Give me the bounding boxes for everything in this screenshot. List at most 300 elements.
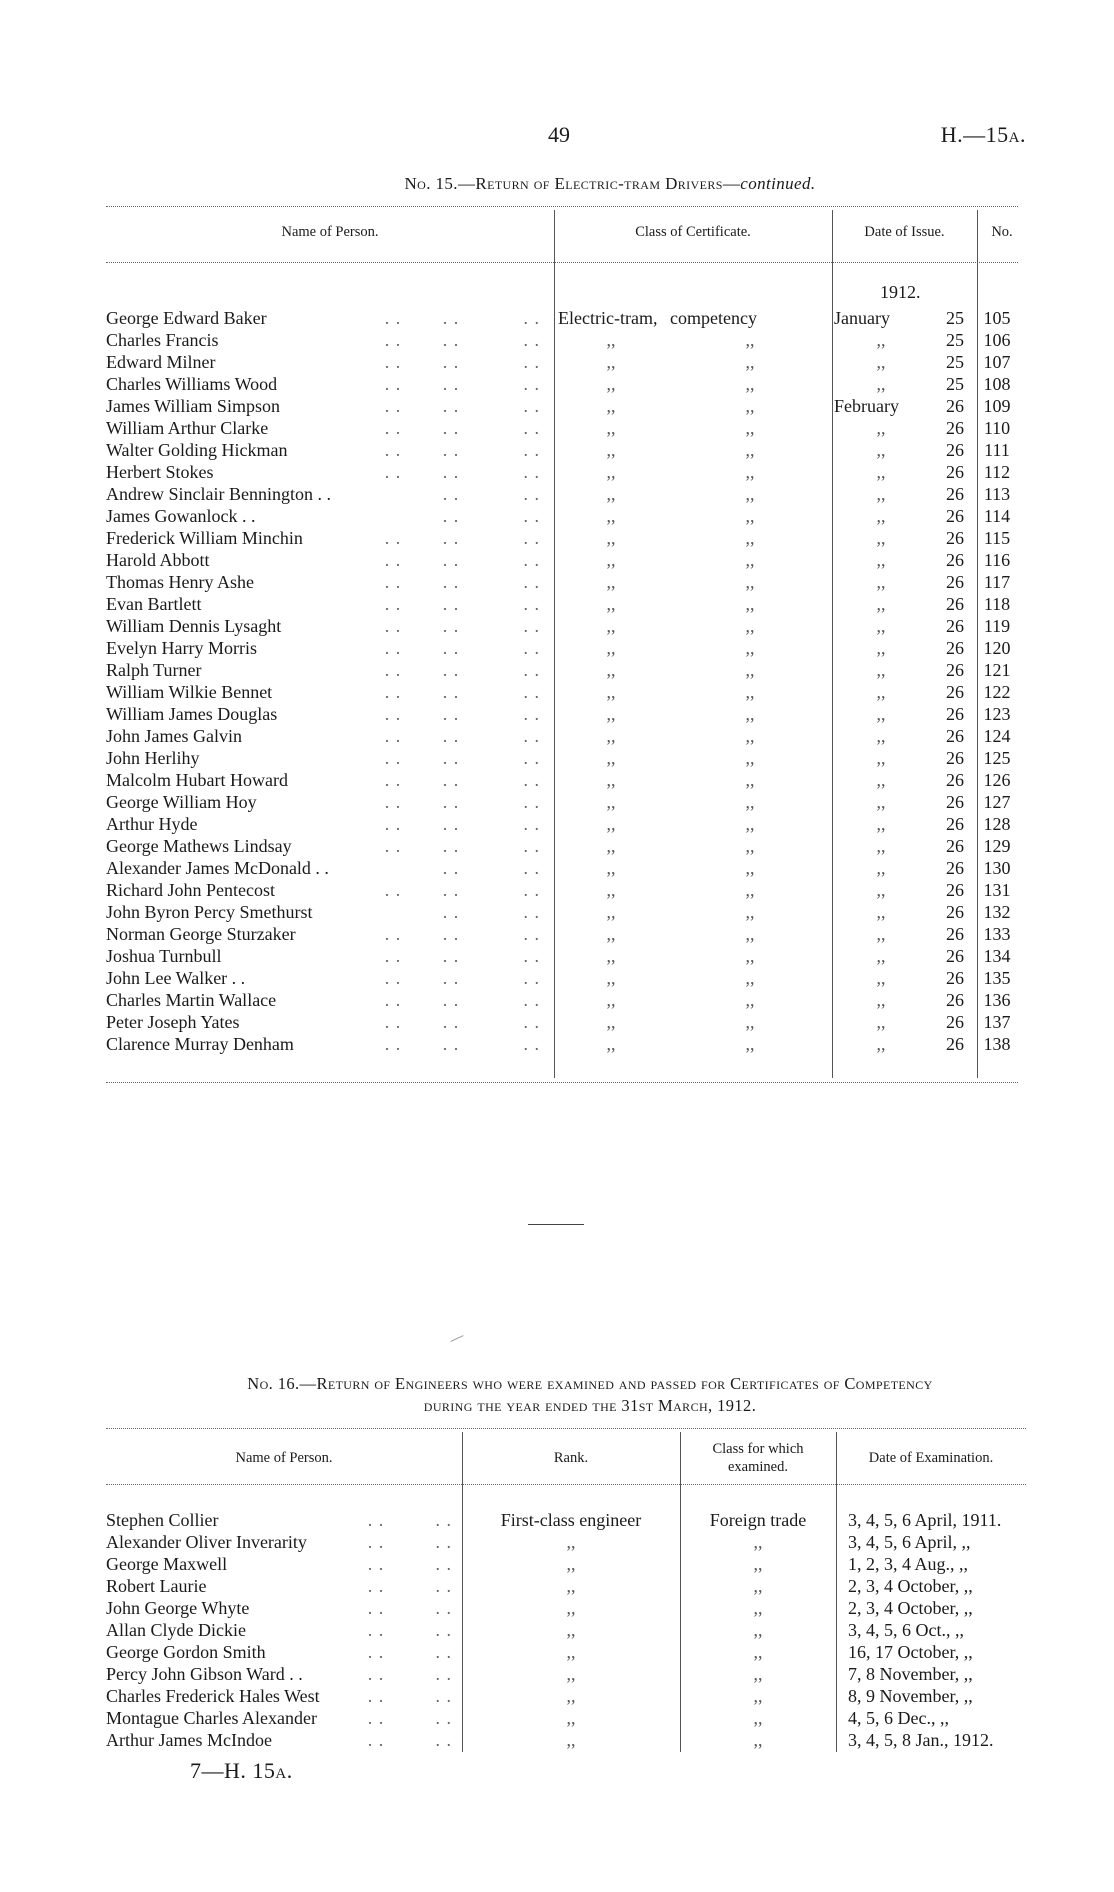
certificate-number: 112 (983, 462, 1011, 482)
leader-dots: . . (442, 550, 460, 570)
table-row (106, 614, 1022, 636)
certificate-class: ,, (606, 352, 616, 372)
leader-dots: . . (523, 704, 540, 724)
certificate-number: 134 (983, 946, 1011, 966)
certificate-grade: ,, (745, 660, 755, 680)
leader-dots: . . (384, 946, 402, 966)
certificate-class: ,, (606, 506, 616, 526)
table-row (106, 372, 1022, 394)
certificate-number: 136 (983, 990, 1011, 1010)
table16-col-name: Name of Person. (235, 1450, 333, 1466)
leader-dots: . . (442, 902, 460, 922)
issue-month: ,, (876, 792, 886, 812)
leader-dots: . . (523, 616, 540, 636)
leader-dots: . . (384, 308, 402, 328)
issue-day: 26 (946, 616, 964, 636)
certificate-grade: ,, (745, 572, 755, 592)
certificate-number: 110 (983, 418, 1011, 438)
table-row (106, 988, 1022, 1010)
leader-dots: . . (523, 836, 540, 856)
certificate-number: 107 (983, 352, 1011, 372)
leader-dots: . . (367, 1708, 385, 1728)
engineer-name: Arthur James McIndoe (106, 1730, 272, 1750)
table-row (106, 570, 1022, 592)
issue-month: January (834, 308, 890, 328)
leader-dots: . . (384, 792, 402, 812)
table-row (106, 1508, 1028, 1530)
driver-name: James William Simpson (106, 396, 280, 416)
driver-name: George William Hoy (106, 792, 257, 812)
leader-dots: . . (523, 946, 540, 966)
table-row (106, 1574, 1028, 1596)
leader-dots: . . (384, 748, 402, 768)
leader-dots: . . (442, 770, 460, 790)
table-row (106, 878, 1022, 900)
table-row (106, 680, 1022, 702)
leader-dots: . . (384, 836, 402, 856)
leader-dots: . . (523, 726, 540, 746)
issue-day: 26 (946, 682, 964, 702)
leader-dots: . . (523, 682, 540, 702)
table-row (106, 768, 1022, 790)
leader-dots: . . (523, 1034, 540, 1054)
certificate-class: ,, (606, 660, 616, 680)
leader-dots: . . (442, 946, 460, 966)
certificate-grade: ,, (745, 858, 755, 878)
issue-day: 26 (946, 946, 964, 966)
leader-dots: . . (442, 374, 460, 394)
driver-name: Walter Golding Hickman (106, 440, 288, 460)
certificate-grade: competency (670, 308, 757, 328)
issue-month: ,, (876, 704, 886, 724)
engineer-name: George Gordon Smith (106, 1642, 266, 1662)
issue-day: 26 (946, 770, 964, 790)
certificate-grade: ,, (745, 726, 755, 746)
table-row (106, 636, 1022, 658)
leader-dots: . . (435, 1576, 452, 1596)
leader-dots: . . (367, 1620, 385, 1640)
issue-day: 26 (946, 968, 964, 988)
leader-dots: . . (384, 924, 402, 944)
leader-dots (364, 482, 422, 504)
driver-name: Alexander James McDonald . . (106, 858, 329, 878)
table-row (106, 790, 1022, 812)
certificate-grade: ,, (745, 1034, 755, 1054)
leader-dots: . . (442, 440, 460, 460)
driver-name: Norman George Sturzaker (106, 924, 296, 944)
certificate-grade: ,, (745, 1012, 755, 1032)
issue-month: ,, (876, 1012, 886, 1032)
table15-title-main: No. 15.—Return of Electric-tram Drivers— (404, 174, 741, 193)
engineer-rank: First-class engineer (500, 1510, 642, 1530)
certificate-class: ,, (606, 682, 616, 702)
table16-header-rule (106, 1484, 1026, 1485)
table-row (106, 350, 1022, 372)
leader-dots: . . (435, 1708, 452, 1728)
exam-class: ,, (753, 1708, 763, 1728)
certificate-class: ,, (606, 924, 616, 944)
exam-date: 4, 5, 6 Dec., ,, (848, 1708, 949, 1728)
certificate-grade: ,, (745, 814, 755, 834)
table16-col-date: Date of Examination. (868, 1450, 994, 1466)
leader-dots: . . (384, 396, 402, 416)
certificate-class: ,, (606, 1012, 616, 1032)
table-row (106, 1596, 1028, 1618)
leader-dots: . . (442, 660, 460, 680)
certificate-grade: ,, (745, 770, 755, 790)
certificate-grade: ,, (745, 990, 755, 1010)
table16-title-line2: during the year ended the 31st March, 1912. (423, 1396, 757, 1415)
issue-day: 26 (946, 748, 964, 768)
issue-month: ,, (876, 616, 886, 636)
certificate-grade: ,, (745, 550, 755, 570)
certificate-grade: ,, (745, 682, 755, 702)
table-row (106, 834, 1022, 856)
leader-dots: . . (384, 770, 402, 790)
driver-name: John Byron Percy Smethurst (106, 902, 313, 922)
certificate-grade: ,, (745, 836, 755, 856)
engineer-name: Charles Frederick Hales West (106, 1686, 320, 1706)
leader-dots (364, 856, 422, 878)
certificate-grade: ,, (745, 418, 755, 438)
leader-dots: . . (384, 704, 402, 724)
leader-dots: . . (523, 1012, 540, 1032)
leader-dots: . . (384, 682, 402, 702)
certificate-number: 116 (983, 550, 1011, 570)
leader-dots: . . (384, 968, 402, 988)
leader-dots: . . (523, 308, 540, 328)
certificate-class: ,, (606, 396, 616, 416)
leader-dots: . . (523, 418, 540, 438)
table15-col-name: Name of Person. (281, 224, 379, 240)
leader-dots: . . (523, 858, 540, 878)
certificate-grade: ,, (745, 352, 755, 372)
leader-dots: . . (435, 1554, 452, 1574)
certificate-class: ,, (606, 550, 616, 570)
leader-dots: . . (384, 638, 402, 658)
certificate-class: ,, (606, 616, 616, 636)
table-row (106, 1010, 1022, 1032)
table15-col-date: Date of Issue. (864, 224, 945, 240)
issue-month: ,, (876, 836, 886, 856)
issue-month: ,, (876, 330, 886, 350)
exam-class: ,, (753, 1576, 763, 1596)
certificate-grade: ,, (745, 748, 755, 768)
certificate-class: ,, (606, 330, 616, 350)
issue-month: ,, (876, 770, 886, 790)
table16-col-rank: Rank. (553, 1450, 589, 1466)
driver-name: Thomas Henry Ashe (106, 572, 254, 592)
table15-year: 1912. (880, 282, 921, 302)
table-row (106, 504, 1022, 526)
leader-dots: . . (523, 506, 540, 526)
certificate-number: 121 (983, 660, 1011, 680)
issue-day: 26 (946, 462, 964, 482)
certificate-class: ,, (606, 440, 616, 460)
leader-dots: . . (442, 968, 460, 988)
leader-dots: . . (367, 1598, 385, 1618)
leader-dots: . . (384, 660, 402, 680)
leader-dots: . . (435, 1620, 452, 1640)
leader-dots: . . (523, 462, 540, 482)
issue-month: ,, (876, 462, 886, 482)
table-row (106, 944, 1022, 966)
issue-month: ,, (876, 572, 886, 592)
issue-day: 26 (946, 792, 964, 812)
certificate-grade: ,, (745, 616, 755, 636)
issue-day: 26 (946, 594, 964, 614)
issue-month: ,, (876, 1034, 886, 1054)
certificate-number: 118 (983, 594, 1011, 614)
leader-dots: . . (523, 550, 540, 570)
leader-dots: . . (384, 1034, 402, 1054)
certificate-number: 105 (983, 308, 1011, 328)
leader-dots: . . (435, 1730, 452, 1750)
leader-dots: . . (384, 814, 402, 834)
leader-dots: . . (442, 572, 460, 592)
engineer-name: George Maxwell (106, 1554, 228, 1574)
leader-dots: . . (442, 792, 460, 812)
leader-dots: . . (442, 814, 460, 834)
certificate-class: ,, (606, 572, 616, 592)
engineer-name: John George Whyte (106, 1598, 250, 1618)
issue-day: 25 (946, 352, 964, 372)
certificate-number: 108 (983, 374, 1011, 394)
driver-name: Herbert Stokes (106, 462, 214, 482)
certificate-number: 109 (983, 396, 1011, 416)
driver-name: John James Galvin (106, 726, 242, 746)
certificate-grade: ,, (745, 704, 755, 724)
table-row (106, 1552, 1028, 1574)
leader-dots: . . (442, 682, 460, 702)
exam-class: ,, (753, 1642, 763, 1662)
leader-dots: . . (442, 1034, 460, 1054)
leader-dots: . . (523, 330, 540, 350)
leader-dots: . . (384, 594, 402, 614)
exam-date: 3, 4, 5, 6 April, ,, (848, 1532, 971, 1552)
certificate-number: 133 (983, 924, 1011, 944)
engineer-rank: ,, (566, 1642, 576, 1662)
certificate-grade: ,, (745, 880, 755, 900)
issue-day: 26 (946, 638, 964, 658)
exam-class: ,, (753, 1620, 763, 1640)
exam-date: 2, 3, 4 October, ,, (848, 1598, 973, 1618)
issue-day: 26 (946, 572, 964, 592)
leader-dots: . . (367, 1730, 385, 1750)
leader-dots: . . (523, 352, 540, 372)
engineer-name: Montague Charles Alexander (106, 1708, 317, 1728)
driver-name: Ralph Turner (106, 660, 202, 680)
leader-dots: . . (384, 572, 402, 592)
certificate-number: 117 (983, 572, 1011, 592)
leader-dots: . . (435, 1642, 452, 1662)
table-row (106, 1618, 1028, 1640)
table15-title (100, 174, 1114, 194)
exam-date: 3, 4, 5, 6 Oct., ,, (848, 1620, 964, 1640)
driver-name: John Herlihy (106, 748, 200, 768)
certificate-grade: ,, (745, 528, 755, 548)
engineer-rank: ,, (566, 1686, 576, 1706)
exam-date: 1, 2, 3, 4 Aug., ,, (848, 1554, 969, 1574)
table-row (106, 306, 1022, 328)
issue-day: 26 (946, 902, 964, 922)
certificate-number: 122 (983, 682, 1011, 702)
exam-date: 3, 4, 5, 8 Jan., 1912. (848, 1730, 994, 1750)
leader-dots: . . (435, 1664, 452, 1684)
table-row (106, 438, 1022, 460)
driver-name: William James Douglas (106, 704, 278, 724)
issue-day: 26 (946, 396, 964, 416)
exam-date: 8, 9 November, ,, (848, 1686, 973, 1706)
certificate-class: ,, (606, 484, 616, 504)
certificate-class: ,, (606, 638, 616, 658)
table-row (106, 1728, 1028, 1750)
issue-month: ,, (876, 902, 886, 922)
driver-name: Charles Williams Wood (106, 374, 278, 394)
leader-dots: . . (523, 748, 540, 768)
section-separator (528, 1224, 584, 1225)
leader-dots: . . (384, 528, 402, 548)
leader-dots: . . (442, 616, 460, 636)
certificate-class: ,, (606, 990, 616, 1010)
engineer-name: Alexander Oliver Inverarity (106, 1532, 307, 1552)
table-row (106, 460, 1022, 482)
leader-dots: . . (384, 418, 402, 438)
driver-name: William Wilkie Bennet (106, 682, 273, 702)
certificate-class: ,, (606, 836, 616, 856)
leader-dots: . . (523, 660, 540, 680)
certificate-class: ,, (606, 528, 616, 548)
certificate-class: ,, (606, 858, 616, 878)
driver-name: William Arthur Clarke (106, 418, 269, 438)
leader-dots (364, 504, 422, 526)
certificate-grade: ,, (745, 484, 755, 504)
leader-dots: . . (384, 880, 402, 900)
certificate-number: 125 (983, 748, 1011, 768)
issue-day: 26 (946, 418, 964, 438)
certificate-class: Electric-tram, (558, 308, 658, 328)
table15-header-rule (106, 262, 1018, 263)
table-row (106, 1706, 1028, 1728)
leader-dots: . . (442, 726, 460, 746)
table16-body (106, 1508, 1028, 1750)
driver-name: Malcolm Hubart Howard (106, 770, 288, 790)
certificate-grade: ,, (745, 594, 755, 614)
exam-date: 2, 3, 4 October, ,, (848, 1576, 973, 1596)
issue-day: 26 (946, 506, 964, 526)
leader-dots: . . (442, 1012, 460, 1032)
certificate-grade: ,, (745, 902, 755, 922)
leader-dots: . . (523, 484, 540, 504)
driver-name: Evan Bartlett (106, 594, 202, 614)
leader-dots: . . (384, 616, 402, 636)
leader-dots: . . (523, 638, 540, 658)
issue-day: 25 (946, 330, 964, 350)
table-row (106, 702, 1022, 724)
issue-month: ,, (876, 550, 886, 570)
leader-dots: . . (367, 1576, 385, 1596)
issue-day: 25 (946, 374, 964, 394)
stray-mark (450, 1335, 463, 1342)
leader-dots: . . (384, 374, 402, 394)
table-row (106, 548, 1022, 570)
issue-day: 26 (946, 704, 964, 724)
table-row (106, 900, 1022, 922)
certificate-number: 126 (983, 770, 1011, 790)
leader-dots: . . (523, 572, 540, 592)
table-row (106, 1032, 1022, 1054)
table15-body (106, 306, 1022, 1054)
issue-month: ,, (876, 924, 886, 944)
issue-day: 26 (946, 836, 964, 856)
certificate-number: 106 (983, 330, 1011, 350)
leader-dots: . . (442, 352, 460, 372)
certificate-class: ,, (606, 814, 616, 834)
exam-class: ,, (753, 1532, 763, 1552)
leader-dots: . . (442, 308, 460, 328)
table16-col-class: Class for which examined. (712, 1441, 804, 1475)
certificate-class: ,, (606, 594, 616, 614)
leader-dots: . . (384, 550, 402, 570)
leader-dots: . . (367, 1686, 385, 1706)
table15-col-no: No. (991, 224, 1013, 240)
page-number: 49 (548, 122, 570, 147)
certificate-grade: ,, (745, 792, 755, 812)
table-row (106, 394, 1022, 416)
issue-month: ,, (876, 880, 886, 900)
issue-day: 25 (946, 308, 964, 328)
driver-name: George Edward Baker (106, 308, 267, 328)
certificate-number: 129 (983, 836, 1011, 856)
driver-name: Joshua Turnbull (106, 946, 222, 966)
table-row (106, 812, 1022, 834)
table-row (106, 746, 1022, 768)
leader-dots: . . (442, 506, 460, 526)
certificate-class: ,, (606, 704, 616, 724)
leader-dots: . . (523, 902, 540, 922)
issue-month: ,, (876, 440, 886, 460)
leader-dots: . . (442, 462, 460, 482)
issue-month: ,, (876, 528, 886, 548)
certificate-number: 115 (983, 528, 1011, 548)
issue-month: ,, (876, 638, 886, 658)
driver-name: Charles Martin Wallace (106, 990, 277, 1010)
driver-name: Edward Milner (106, 352, 216, 372)
leader-dots: . . (442, 836, 460, 856)
table16-top-rule (106, 1428, 1026, 1429)
driver-name: Clarence Murray Denham (106, 1034, 294, 1054)
certificate-class: ,, (606, 374, 616, 394)
table-row (106, 1684, 1028, 1706)
driver-name: Richard John Pentecost (106, 880, 275, 900)
issue-day: 26 (946, 726, 964, 746)
certificate-class: ,, (606, 792, 616, 812)
leader-dots: . . (435, 1532, 452, 1552)
issue-month: ,, (876, 990, 886, 1010)
leader-dots: . . (523, 770, 540, 790)
engineer-rank: ,, (566, 1532, 576, 1552)
certificate-number: 127 (983, 792, 1011, 812)
leader-dots: . . (435, 1510, 452, 1530)
engineer-name: Robert Laurie (106, 1576, 207, 1596)
table-row (106, 966, 1022, 988)
issue-month: ,, (876, 594, 886, 614)
leader-dots: . . (384, 726, 402, 746)
exam-class: ,, (753, 1664, 763, 1684)
driver-name: Peter Joseph Yates (106, 1012, 240, 1032)
certificate-class: ,, (606, 418, 616, 438)
certificate-grade: ,, (745, 506, 755, 526)
